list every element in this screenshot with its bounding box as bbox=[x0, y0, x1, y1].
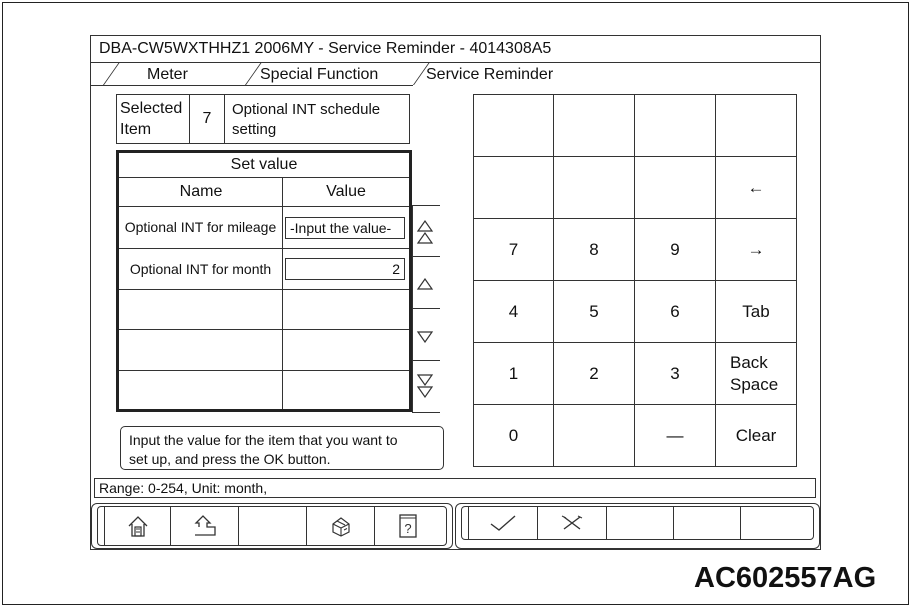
keypad-blank bbox=[553, 404, 635, 467]
cross-icon bbox=[559, 513, 585, 533]
down-arrow-icon bbox=[416, 331, 434, 343]
table-rule bbox=[119, 289, 409, 290]
scroll-rule bbox=[412, 256, 440, 257]
key-3[interactable]: 3 bbox=[634, 342, 716, 405]
key-6[interactable]: 6 bbox=[634, 280, 716, 343]
row-name-month[interactable]: Optional INT for month bbox=[129, 261, 272, 277]
scroll-rule bbox=[412, 205, 440, 206]
key-0[interactable]: 0 bbox=[473, 404, 554, 467]
hint-message bbox=[120, 426, 444, 470]
cursor-left-key[interactable]: ← bbox=[715, 156, 797, 219]
tab-baseline bbox=[90, 85, 413, 86]
scroll-rule bbox=[412, 412, 440, 413]
table-rule bbox=[119, 329, 409, 330]
backspace-label-line1: Back bbox=[730, 352, 768, 372]
key-4[interactable]: 4 bbox=[473, 280, 554, 343]
keypad-blank bbox=[473, 94, 554, 157]
column-header-value: Value bbox=[326, 183, 366, 200]
keypad-blank bbox=[715, 94, 797, 157]
page-up-button[interactable] bbox=[416, 219, 434, 250]
back-button[interactable] bbox=[170, 506, 238, 546]
set-value-heading: Set value bbox=[230, 156, 298, 173]
selected-desc-line1: Optional INT schedule bbox=[232, 101, 381, 118]
selected-item-number: 7 bbox=[189, 94, 225, 144]
key-2[interactable]: 2 bbox=[553, 342, 635, 405]
home-button[interactable] bbox=[104, 506, 170, 546]
print-button[interactable] bbox=[306, 506, 374, 546]
toolbar-blank-button bbox=[606, 506, 673, 540]
scroll-rule bbox=[412, 308, 440, 309]
scroll-up-button[interactable] bbox=[416, 277, 434, 295]
month-value-input[interactable]: 2 bbox=[285, 258, 405, 280]
selected-label-line2: Item bbox=[120, 121, 152, 138]
scroll-down-button[interactable] bbox=[416, 330, 434, 348]
key-5[interactable]: 5 bbox=[553, 280, 635, 343]
home-icon bbox=[125, 513, 151, 539]
range-status-bar: Range: 0-254, Unit: month, bbox=[94, 478, 816, 498]
up-arrow-icon bbox=[416, 278, 434, 290]
printer-icon bbox=[327, 513, 355, 539]
key-7[interactable]: 7 bbox=[473, 218, 554, 281]
tab-key[interactable]: Tab bbox=[715, 280, 797, 343]
return-arrow-icon bbox=[190, 513, 220, 539]
column-header-name: Name bbox=[179, 183, 223, 200]
help-book-icon bbox=[396, 512, 420, 540]
keypad-blank bbox=[553, 94, 635, 157]
toolbar-blank-button bbox=[740, 506, 807, 540]
key-8[interactable]: 8 bbox=[553, 218, 635, 281]
table-column-rule bbox=[282, 178, 283, 409]
hint-line1: Input the value for the item that you want to bbox=[129, 432, 398, 448]
keypad-blank bbox=[634, 156, 716, 219]
double-down-arrow-icon bbox=[416, 373, 434, 399]
tab-special-function[interactable]: Special Function bbox=[260, 66, 379, 83]
toolbar-blank-button bbox=[673, 506, 740, 540]
tab-service-reminder[interactable]: Service Reminder bbox=[426, 66, 554, 83]
key-1[interactable]: 1 bbox=[473, 342, 554, 405]
selected-label-line1: Selected bbox=[120, 100, 183, 117]
table-rule bbox=[119, 370, 409, 371]
backspace-key[interactable] bbox=[715, 342, 797, 405]
cursor-right-key[interactable]: → bbox=[715, 218, 797, 281]
keypad-blank bbox=[634, 94, 716, 157]
checkmark-icon bbox=[488, 513, 518, 533]
selected-desc-line2: setting bbox=[232, 121, 277, 138]
ok-button[interactable] bbox=[468, 506, 537, 540]
key-9[interactable]: 9 bbox=[634, 218, 716, 281]
keypad-blank bbox=[553, 156, 635, 219]
hint-line2: set up, and press the OK button. bbox=[129, 451, 331, 467]
cancel-button[interactable] bbox=[537, 506, 606, 540]
minus-key[interactable]: — bbox=[634, 404, 716, 467]
mileage-value-input[interactable]: -Input the value- bbox=[285, 217, 405, 239]
backspace-label-line2: Space bbox=[730, 374, 779, 394]
row-name-mileage[interactable]: Optional INT for mileage bbox=[124, 219, 277, 235]
svg-text:?: ? bbox=[403, 521, 412, 536]
tab-meter[interactable]: Meter bbox=[147, 66, 188, 83]
page-down-button[interactable] bbox=[416, 373, 434, 404]
figure-code: AC602557AG bbox=[694, 562, 877, 594]
keypad-blank bbox=[473, 156, 554, 219]
double-up-arrow-icon bbox=[416, 219, 434, 245]
scroll-rule bbox=[412, 360, 440, 361]
help-button[interactable] bbox=[374, 506, 440, 546]
clear-key[interactable]: Clear bbox=[715, 404, 797, 467]
selected-item-label bbox=[116, 94, 190, 144]
selected-item-description bbox=[224, 94, 410, 144]
toolbar-blank-button bbox=[238, 506, 306, 546]
window-title: DBA-CW5WXTHHZ1 2006MY - Service Reminder - 4014308A5 bbox=[90, 35, 821, 63]
